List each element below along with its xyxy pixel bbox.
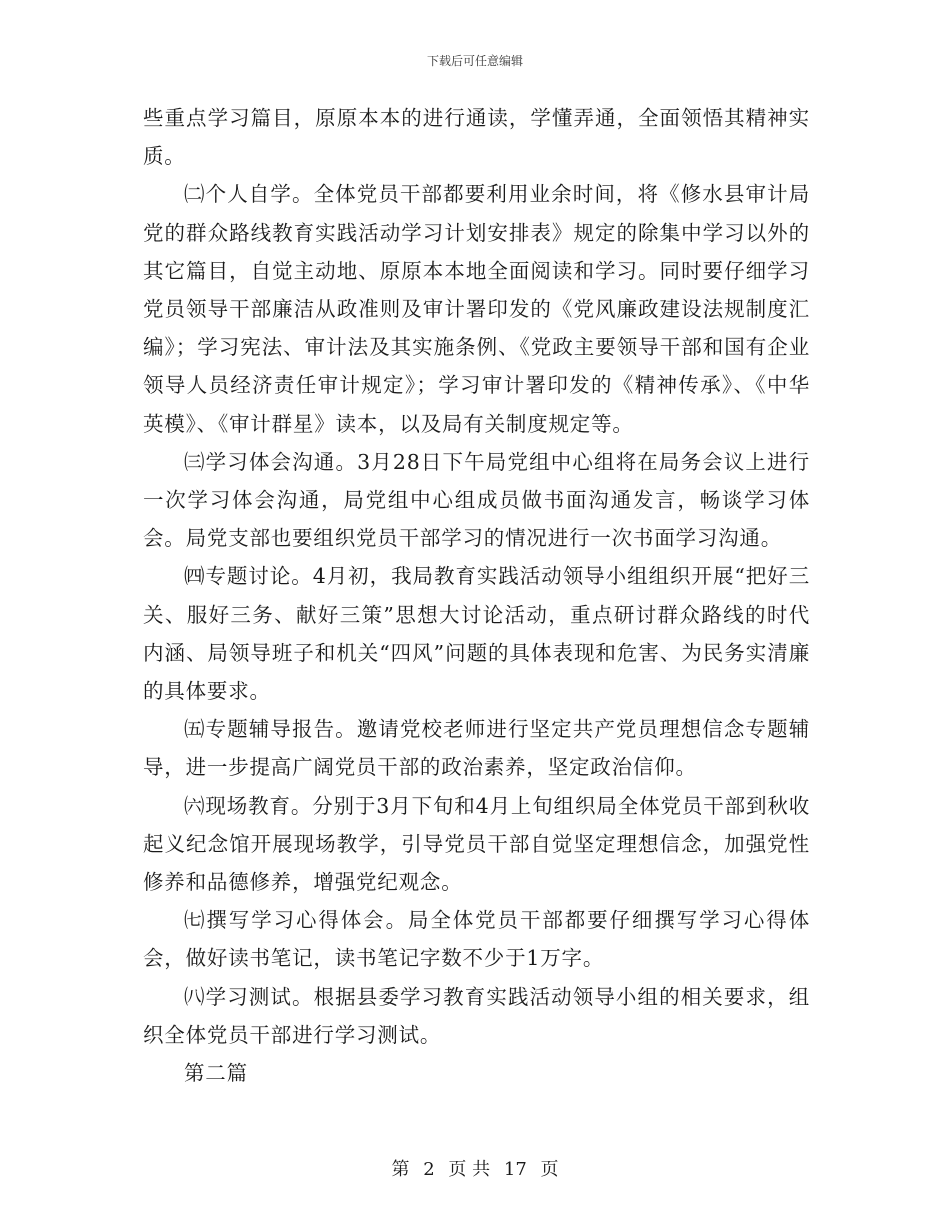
paragraph-4: ㈣专题讨论。4月初，我局教育实践活动领导小组组织开展“把好三关、服好三务、献好三策”思想大讨论活动，重点研讨群众路线的时代内涵、局领导班子和机关“四风”问题的具体表现和危害、为民务实清廉的具体要求。 [143, 564, 810, 704]
page-footer [0, 1155, 950, 1181]
paragraph-1: 些重点学习篇目，原原本本的进行通读，学懂弄通，全面领悟其精神实质。 [143, 106, 810, 169]
paragraph-8: ㈧学习测试。根据县委学习教育实践活动领导小组的相关要求，组织全体党员干部进行学习测试。 [143, 984, 810, 1047]
paragraph-6: ㈥现场教育。分别于3月下旬和4月上旬组织局全体党员干部到秋收起义纪念馆开展现场教学，引导党员干部自觉坚定理想信念，加强党性修养和品德修养，增强党纪观念。 [143, 793, 810, 895]
footer-total-pages: 17 [503, 1159, 527, 1180]
section-heading: 第二篇 [184, 1061, 248, 1086]
footer-suffix: 页 [540, 1159, 559, 1180]
footer-prefix: 第 [391, 1159, 410, 1180]
footer-middle: 页 共 [448, 1159, 491, 1180]
footer-page-number: 2 [423, 1159, 435, 1180]
page-header: 下载后可任意编辑 [426, 54, 523, 68]
document-body [143, 99, 810, 1092]
paragraph-7: ㈦撰写学习心得体会。局全体党员干部都要仔细撰写学习心得体会，做好读书笔记，读书笔记字数不少于1万字。 [143, 908, 810, 971]
paragraph-2: ㈡个人自学。全体党员干部都要利用业余时间，将《修水县审计局党的群众路线教育实践活动学习计划安排表》规定的除集中学习以外的其它篇目，自觉主动地、原原本本地全面阅读和学习。同时要仔细学习党员领导干部廉洁从政准则及审计署印发的《党风廉政建设法规制度汇编》；学习宪法、审计法及其实施条例、《党政主要领导干部和国有企业领导人员经济责任审计规定》；学习审计署印发的《精神传承》、《中华英模》、《审计群星》读本，以及局有关制度规定等。 [143, 182, 810, 436]
paragraph-3: ㈢学习体会沟通。3月28日下午局党组中心组将在局务会议上进行一次学习体会沟通，局党组中心组成员做书面沟通发言，畅谈学习体会。局党支部也要组织党员干部学习的情况进行一次书面学习沟通。 [143, 449, 810, 551]
paragraph-5: ㈤专题辅导报告。邀请党校老师进行坚定共产党员理想信念专题辅导，进一步提高广阔党员干部的政治素养，坚定政治信仰。 [143, 717, 810, 780]
